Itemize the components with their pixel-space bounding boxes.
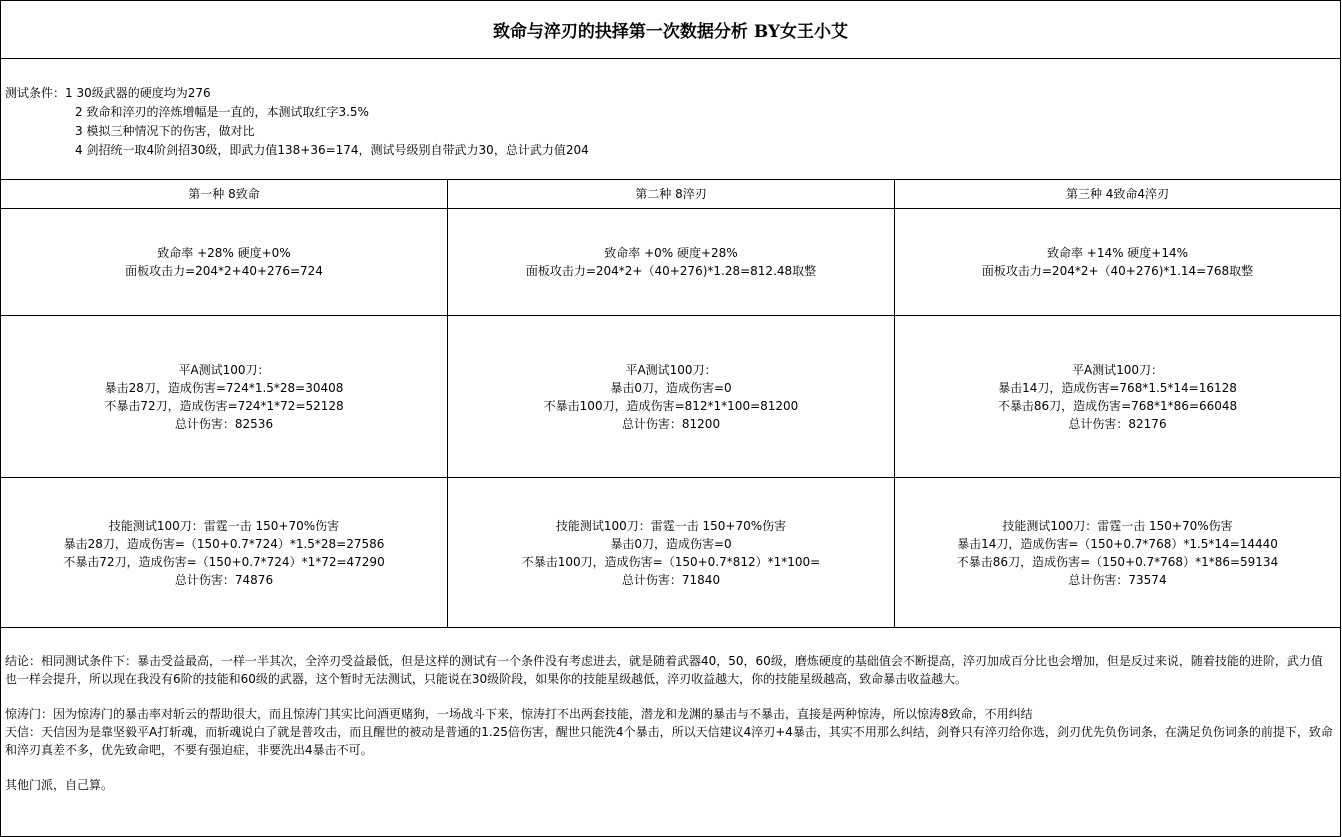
- conclusion-text: 结论：相同测试条件下：暴击受益最高，一样一半其次，全淬刃受益最低，但是这样的测试有一个条件没有考虑进去，就是随着武器40，50，60级，磨炼硬度的基础值会不断提高，淬刃加成百分比也会增加，但是反过来说，随着技能的进阶，武力值也一样会提升，所以现在我没有6阶的技能和60级的武器，这个暂时无法测试，只能说在30级阶段，如果你的技能星级越低，淬刃收益越大，你的技能星级越高，致命暴击收益越大。: [5, 654, 1323, 686]
- conclusion-section: [0, 627, 1341, 837]
- attack-total: 总计伤害：82176: [1068, 416, 1167, 431]
- stats-cell-2: [448, 209, 895, 315]
- normal-attack-row: [1, 316, 1340, 478]
- skill-line: 技能测试100刀：雷霆一击 150+70%伤害: [1002, 519, 1233, 533]
- attack-total: 总计伤害：81200: [621, 416, 721, 431]
- skill-total: 总计伤害：73574: [1068, 573, 1167, 587]
- attack-line: 暴击14刀，造成伤害=768*1.5*14=16128: [998, 380, 1237, 395]
- stats-cell-1: [1, 209, 448, 315]
- skill-attack-row: [1, 478, 1340, 628]
- spacer: [5, 759, 1334, 776]
- attack-line: 平A测试100刀：: [178, 362, 270, 377]
- condition-line-1: 测试条件：1 30级武器的硬度均为276: [5, 86, 211, 100]
- attack-line: 暴击0刀，造成伤害=0: [610, 380, 732, 395]
- stat-line: 致命率 +0% 硬度+28%: [604, 246, 738, 260]
- skill-attack-cell-2: [448, 478, 895, 628]
- title-row: [0, 0, 1341, 58]
- normal-attack-cell-3: [895, 316, 1340, 477]
- table-header-row: [1, 180, 1340, 209]
- normal-attack-cell-1: [1, 316, 448, 477]
- attack-line: 不暴击72刀，造成伤害=724*1*72=52128: [104, 398, 344, 413]
- skill-line: 不暴击100刀，造成伤害=（150+0.7*812）*1*100=: [521, 555, 821, 569]
- comparison-table: [0, 179, 1341, 627]
- condition-line-4: 4 剑招统一取4阶剑招30级，即武力值138+36=174，测试号级别自带武力30，总计武力值204: [75, 143, 589, 157]
- condition-line-2: 2 致命和淬刃的淬炼增幅是一直的，本测试取红字3.5%: [75, 105, 369, 119]
- attack-line: 平A测试100刀：: [1071, 362, 1164, 377]
- attack-line: 不暴击100刀，造成伤害=812*1*100=81200: [543, 398, 799, 413]
- skill-attack-cell-1: [1, 478, 448, 628]
- skill-line: 暴击28刀，造成伤害=（150+0.7*724）*1.5*28=27586: [63, 537, 385, 551]
- stat-line: 面板攻击力=204*2+40+276=724: [125, 264, 323, 278]
- skill-line: 不暴击86刀，造成伤害=（150+0.7*768）*1*86=59134: [956, 555, 1279, 569]
- skill-line: 不暴击72刀，造成伤害=（150+0.7*724）*1*72=47290: [63, 555, 385, 569]
- condition-line-3: 3 模拟三种情况下的伤害，做对比: [75, 124, 255, 138]
- skill-total: 总计伤害：71840: [621, 573, 721, 587]
- header-cell-2: 第二种 8淬刃: [448, 180, 895, 208]
- page-title: 致命与淬刃的抉择第一次数据分析 BY女王小艾: [492, 22, 849, 42]
- stat-line: 致命率 +14% 硬度+14%: [1046, 246, 1189, 260]
- skill-line: 技能测试100刀：雷霆一击 150+70%伤害: [555, 519, 787, 533]
- stat-line: 致命率 +28% 硬度+0%: [157, 246, 291, 260]
- attack-line: 暴击28刀，造成伤害=724*1.5*28=30408: [104, 380, 344, 395]
- tianxin-note: 天信：天信因为是靠坚毅平A打斩魂，而斩魂说白了就是普攻击，而且醒世的被动是普通的1.25倍伤害，醒世只能洗4个暴击，所以天信建议4淬刃+4暴击，其实不用那么纠结，剑脊只有淬刃给你选，剑刃优先负伤词条，在满足负伤词条的前提下，致命和淬刃真差不多，优先致命吧，不要有强迫症，非要洗出4暴击不可。: [5, 725, 1333, 757]
- skill-line: 技能测试100刀：雷霆一击 150+70%伤害: [108, 519, 340, 533]
- stats-row: [1, 209, 1340, 316]
- attack-total: 总计伤害：82536: [174, 416, 274, 431]
- others-note: 其他门派，自己算。: [5, 778, 114, 792]
- normal-attack-cell-2: [448, 316, 895, 477]
- header-cell-3: 第三种 4致命4淬刃: [1065, 187, 1170, 201]
- test-conditions: [0, 58, 1341, 179]
- jingtao-note: 惊涛门：因为惊涛门的暴击率对斩云的帮助很大，而且惊涛门其实比问酒更赌狗，一场战斗下来，惊涛打不出两套技能，潜龙和龙渊的暴击与不暴击，直接是两种惊涛，所以惊涛8致命，不用纠结: [5, 707, 1033, 721]
- skill-line: 暴击0刀，造成伤害=0: [610, 537, 732, 551]
- stats-cell-3: [895, 209, 1340, 315]
- stat-line: 面板攻击力=204*2+（40+276)*1.14=768取整: [981, 264, 1254, 278]
- spacer: [5, 688, 1334, 705]
- skill-attack-cell-3: [895, 478, 1340, 628]
- skill-total: 总计伤害：74876: [174, 573, 274, 587]
- stat-line: 面板攻击力=204*2+（40+276)*1.28=812.48取整: [525, 264, 817, 278]
- attack-line: 平A测试100刀：: [625, 362, 717, 377]
- attack-line: 不暴击86刀，造成伤害=768*1*86=66048: [997, 398, 1238, 413]
- skill-line: 暴击14刀，造成伤害=（150+0.7*768）*1.5*14=14440: [957, 537, 1278, 551]
- header-cell-1: 第一种 8致命: [1, 180, 448, 208]
